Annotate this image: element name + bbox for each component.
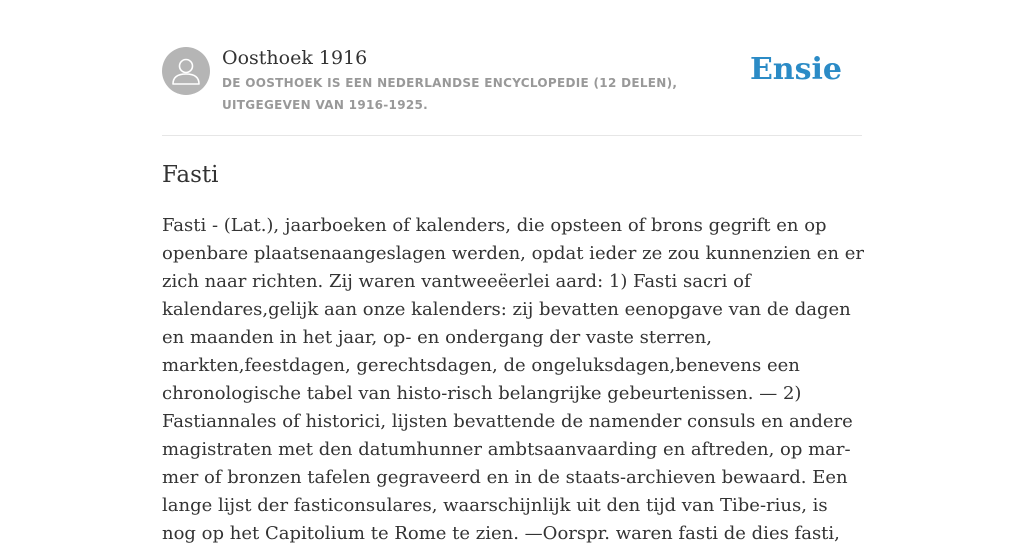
source-avatar[interactable] xyxy=(162,47,210,95)
article-container xyxy=(162,0,864,544)
source-header xyxy=(162,0,862,136)
source-title[interactable]: Oosthoek 1916 xyxy=(222,47,368,69)
entry-title: Fasti xyxy=(162,162,219,188)
entry-body: Fasti - (Lat.), jaarboeken of kalenders, die opsteen of brons gegrift en op openbare plaatsenaangeslagen werden, opdat ieder ze zou kunnenzien en er zich naar richten. Zij waren vantweeëerlei aard: 1) Fasti sacri of kalendares,gelijk aan onze kalenders: zij bevatten eenopgave van de dagen en maanden in het jaar, op- en ondergang der vaste sterren, markten,feestdagen, gerechtsdagen, de ongeluksdagen,benevens een chronologische tabel van histo-risch belangrijke gebeurtenissen. — 2) Fastiannales of historici, lijsten bevattende de namender consuls en andere magistraten met den datumhunner ambtsaanvaarding en aftreden, op mar-mer of bronzen tafelen gegraveerd en in de staats-archieven bewaard. Een lange lijst der fasticonsulares, waarschijnlijk uit den tijd van Tibe-rius, is nog op het Capitolium te Rome te zien. —Oorspr. waren fasti de dies fasti, xyxy=(162,215,864,544)
source-description: DE OOSTHOEK IS EEN NEDERLANDSE ENCYCLOPEDIE (12 DELEN), UITGEGEVEN VAN 1916-1925. xyxy=(222,76,678,112)
user-icon xyxy=(162,47,210,95)
ensie-logo-link[interactable]: Ensie xyxy=(749,52,842,87)
